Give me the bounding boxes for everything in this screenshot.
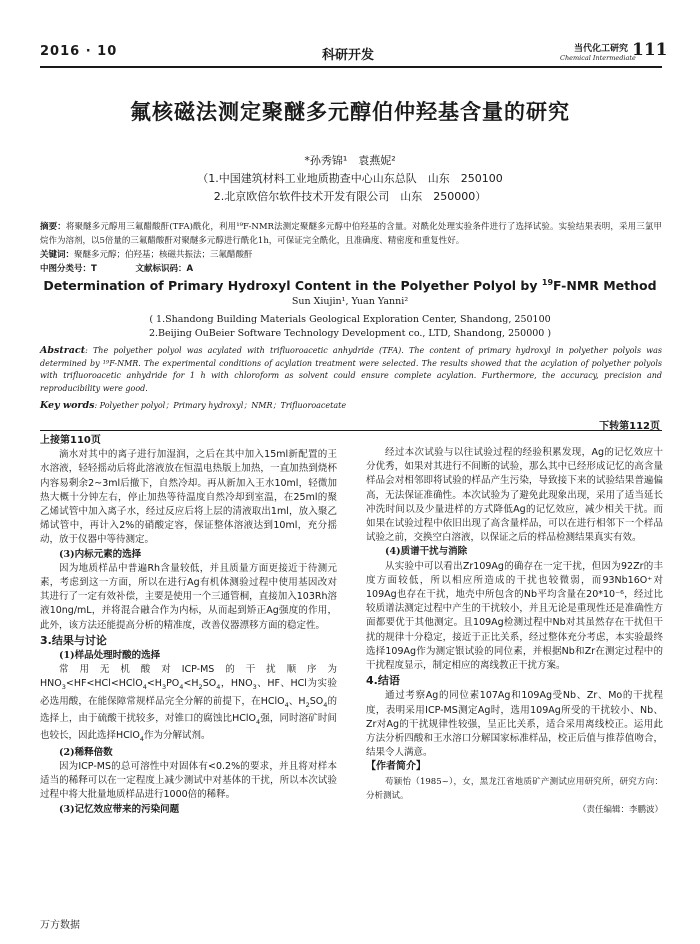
keywords-en [40,400,662,411]
heading-mass-interference: (4)质谱干扰与消除 [385,546,468,558]
authors-en: Sun Xiujin¹, Yuan Yanni² [291,296,409,307]
title-cn: 氟核磁法测定聚醚多元醇伯仲羟基含量的研究 [130,100,570,124]
affiliation-cn-1: （1.中国建筑材料工业地质勘查中心山东总队 山东 250100 [197,172,503,185]
abstract-en [40,345,662,395]
footer-watermark: 万方数据 [40,920,80,931]
keywords-en-label: Key words [40,400,95,411]
journal-name-en: Chemical Intermediate [560,54,636,62]
abstract-en-text: : The polyether polyol was acylated with trifluoroacetic anhydride (TFA). The content of primary hydroxyl in polyether polyols was determined by ¹⁹F-NMR. The experimental conditions of acylation treatment were selected. The results showed that the acylation of polyether polyols with trifluoroacetic anhydride for 1 h with chloroform as solvent could ensure complete acylation. Furthermore, the accuracy, precision and reproducibility were good. [40,346,662,393]
author-intro-text: 苟颖怡（1985~），女，黑龙江省地质矿产测试应用研究所，研究方向：分析测试。 [366,776,663,801]
right-paragraph-1: 经过本次试验与以往试验过程的经验积累发现，Ag的记忆效应十分优秀，如果对其进行不间断的试验，那么其中已经形成记忆的高含量样品会对相邻即将试验的样品产生污染，导致接下来的试验结果普遍偏高，无法保证准确性。本次试验为了避免此现象出现，采用了适当延长冲洗时间以及少量进样的方式降低Ag的记忆效应，减少相关干扰。而如果在试验过程中依旧出现了高含量样品，可以在进行相邻下一个样品试验之前，交换空白溶液，以保证之后的样品检测结果真实有效。 [366,447,663,544]
continued-on-label: 下转第112页 [599,421,660,432]
right-column [366,446,663,817]
authors-cn: *孙秀锦¹ 袁燕妮² [304,154,396,167]
heading-memory-effect: (3)记忆效应带来的污染问题 [59,803,180,815]
heading-acid-selection: (1)样品处理时酸的选择 [59,650,161,662]
title-en-main: Determination of Primary Hydroxyl Content in the Polyether Polyol by [43,278,542,294]
heading-results: 3.结果与讨论 [40,633,107,647]
text-run: SO [309,695,324,707]
right-paragraph-3: 通过考察Ag的同位素107Ag和109Ag受Nb、Zr、Mo的干扰程度，表明采用ICP-MS测定Ag时，选用109Ag所受的干扰较小、Nb、Zr对Ag的干扰规律性较强，呈正比关系，适合采用离线校正。运用此方法分析四酸和王水溶口分解国家标准样品，校正后值与推荐值吻合，结果令人满意。 [366,690,663,759]
abstract-en-label: Abstract [40,345,86,356]
abstract-cn [40,220,662,248]
text-run: SO [202,678,217,690]
text-run: 、HF、HCl为实验必选用酸，在能保障常规样品完全分解的前提下，在HClO [40,678,338,707]
abstract-cn-label: 摘要： [40,222,66,232]
page-number: 111 [632,40,668,60]
text-run: 、H [288,695,306,707]
clc-value: T [91,264,97,274]
text-run: 强，同时溶矿时间也较长，因此选择HClO [40,712,337,741]
left-paragraph-1: 滴水对其中的离子进行加湿润，之后在其中加入15ml新配置的王水溶液，轻轻摇动后将此溶液放在恒温电热版上加热，一直加热到烧杯内容易剩余2~3ml后撤下，自然冷却。再从新加入王水10ml，轻微加热大概十分钟左右，停止加热等待温度自然冷却到室温，在25ml的聚乙烯试管中加入离子水，经过反应后将上层的清液取出1ml，放入聚乙烯试管中，再计入2%的硝酸定容，保证整体溶液达到10ml，充分摇动，放于仪器中等待测定。 [40,449,337,546]
classification-line [40,262,662,276]
left-column [40,434,337,817]
header-rule [40,66,662,68]
affiliation-en-2: 2.Beijing OuBeier Software Technology Development co., LTD, Shandong, 250000 ) [148,328,552,339]
right-paragraph-2: 从实验中可以看出Zr109Ag的确存在一定干扰，但因为92Zr的丰度方面较低，所以相应所造成的干扰也较微弱，而93Nb16O⁺对109Ag也存在干扰，地壳中所包含的Nb平均含量在20*10⁻⁶，经过比较质谱法测定过程中产生的干扰较小，并且无论是重现性还是准确性方面都要优于其他测定。且109Ag检测过程中Nb对其虽然存在干扰但干扰的规律十分稳定，接近于正比关系，经过整体充分考虑，本实验最终选择109Ag作为测定银试验的同位素，并根据Nb和Zr在测定过程中的干扰程度显示，制定相应的离线教正干扰方案。 [366,560,663,672]
keywords-cn-label: 关键词： [40,250,75,260]
heading-dilution: (2)稀释倍数 [59,746,113,758]
text-run: <H [146,678,162,690]
text-run: <H [183,678,199,690]
keywords-cn [40,248,662,262]
continued-from-label: 上接第110页 [40,435,101,446]
journal-name-cn: 当代化工研究 [573,44,628,54]
clc-label: 中图分类号： [40,264,92,274]
section-rule [40,430,662,431]
title-en [0,278,700,293]
editor-credit: （责任编辑：李鹏波） [577,805,663,816]
abstract-cn-text: 将聚醚多元醇用三氟醋酸酐(TFA)酰化，利用¹⁹F-NMR法测定聚醚多元醇中伯羟基的含量。对酰化处理实验条件进行了选择试验。实验结果表明，采用三氯甲烷作为溶剂，以5倍量的三氟醋酸酐对聚醚多元醇进行酰化1h，可保证完全酰化，且准确度、精密度和重复性好。 [40,222,662,246]
text-run: ，HNO [220,678,253,690]
left-paragraph-4: 因为ICP-MS的总可溶性中对固体有<0.2%的要求，并且将对样本适当的稀释可以在一定程度上减少测试中对基体的干扰，所以本次试验过程中将大批量地质样品进行1000倍的稀释。 [40,761,337,801]
text-run: <HF<HCl<HClO [65,678,143,690]
title-en-sup: 19 [541,278,554,287]
issue-date: 2016 · 10 [40,44,118,59]
heading-conclusion: 4.结语 [366,674,400,688]
journal-brand [560,41,636,62]
left-paragraph-2: 因为地质样品中普遍Rh含量较低，并且质量方面更接近于待测元素，考虑到这一方面，所以在进行Ag有机体测验过程中使用基因改对其进行了一定有效补偿，主要是使用一个三通管桐，直接加入103Rh溶液10ng/mL，并将混合融合作为内标，从而起到矫正Ag强度的作用，此外，该方法还能提高分析的精准度，改善仪器漂移方面的稳定性。 [40,562,337,631]
heading-internal-standard: (3)内标元素的选择 [59,548,142,560]
keywords-cn-text: 聚醚多元醇；伯羟基；核磁共振法；三氟醋酸酐 [74,250,253,260]
author-intro-label: 【作者简介】 [366,761,426,773]
doc-code-value: A [186,264,194,274]
keywords-en-text: : Polyether polyol；Primary hydroxyl；NMR；Trifluoroacetate [94,401,347,410]
affiliation-cn-2: 2.北京欧倍尔软件技术开发有限公司 山东 250000） [213,190,487,203]
doc-code-label: 文献标识码： [135,264,187,274]
text-run: 作为分解试剂。 [144,729,211,741]
affiliation-en-1: ( 1.Shandong Building Materials Geological Exploration Center, Shandong, 250100 [149,314,551,325]
text-run: 常用无机酸对ICP-MS的干扰顺序为HNO [40,664,337,690]
text-run: PO [166,678,180,690]
text-run: 的选择上，由于硫酸干扰较多，对锥口的腐蚀比HClO [40,695,337,724]
column-name: 科研开发 [322,48,375,63]
left-paragraph-3: 常用无机酸对ICP-MS的干扰顺序为$HNO_3<HF<HCl<HClO_4<H_3PO_4<H_2SO_4$，$HNO_3$、HF、HCl为实验必选用酸，在能保障常规样品完全分解的前提下，在HClO$_4$、$H_2SO_4$的选择上，由于硫酸干扰较多，对锥口的腐蚀比HClO$_4$强，同时溶矿时间也较长，因此选择HClO$_4$作为分解试剂。 [40,664,338,743]
title-en-tail: F-NMR Method [553,278,657,294]
